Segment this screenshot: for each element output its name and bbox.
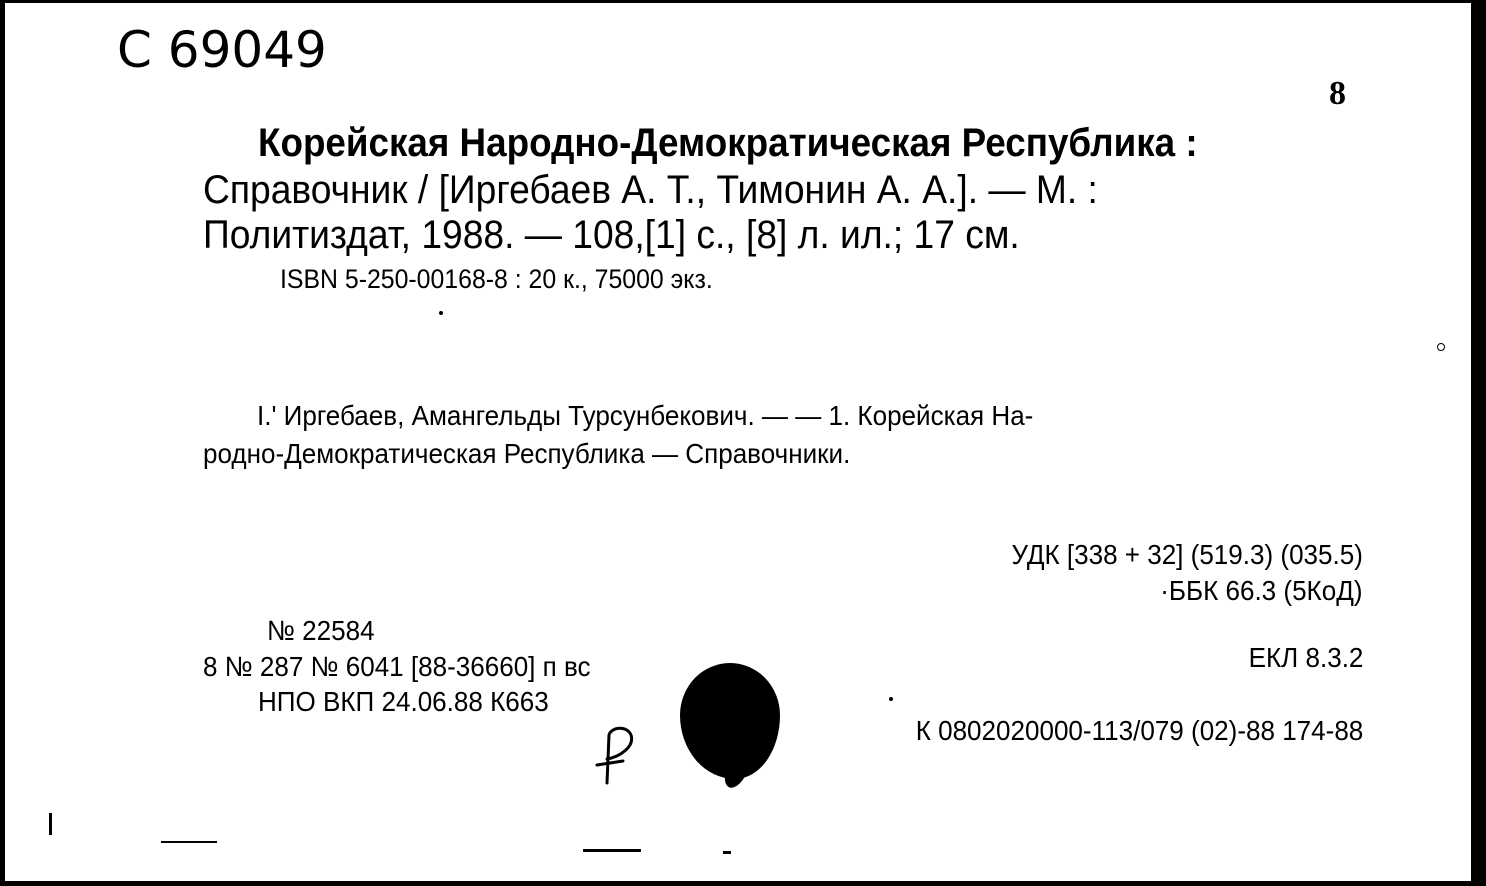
- classification-code: К 0802020000-113/079 (02)-88 174-88: [915, 715, 1363, 746]
- isbn-line: ISBN 5-250-00168-8 : 20 к., 75000 экз.: [280, 264, 713, 294]
- rule-fragment: [161, 841, 217, 843]
- rule-fragment: [583, 849, 641, 852]
- rule-fragment: [723, 851, 731, 854]
- speck: [889, 697, 893, 701]
- npo-line: НПО ВКП 24.06.88 К663: [258, 686, 549, 717]
- bibliographic-line-2: Справочник / [Иргебаев А. Т., Тимонин А. А.]. — М. :: [203, 168, 1098, 212]
- tracing-line-1: I.' Иргебаев, Амангельды Турсунбекович. — — 1. Корейская На-: [257, 400, 1034, 431]
- print-info: 8 № 287 № 6041 [88-36660] п вс: [203, 651, 591, 682]
- catalog-card: [5, 3, 1471, 881]
- card-stamp-number: С 69049: [117, 21, 327, 79]
- ekl-code: ЕКЛ 8.3.2: [1248, 642, 1363, 673]
- bbk-code: ·ББК 66.3 (5КоД): [1160, 575, 1363, 606]
- speck: [439, 311, 443, 315]
- speck: [1437, 343, 1445, 351]
- order-number: № 22584: [267, 615, 375, 646]
- handwritten-mark: [593, 725, 643, 787]
- page-number: 8: [1329, 75, 1346, 112]
- udk-code: УДК [338 + 32] (519.3) (035.5): [1011, 539, 1363, 570]
- card-heading: Корейская Народно-Демократическая Республика :: [258, 121, 1198, 165]
- edge-mark: [49, 813, 52, 835]
- bibliographic-line-3: Политиздат, 1988. — 108,[1] с., [8] л. ил.; 17 см.: [203, 213, 1020, 257]
- tracing-line-2: родно-Демократическая Республика — Справочники.: [203, 438, 851, 469]
